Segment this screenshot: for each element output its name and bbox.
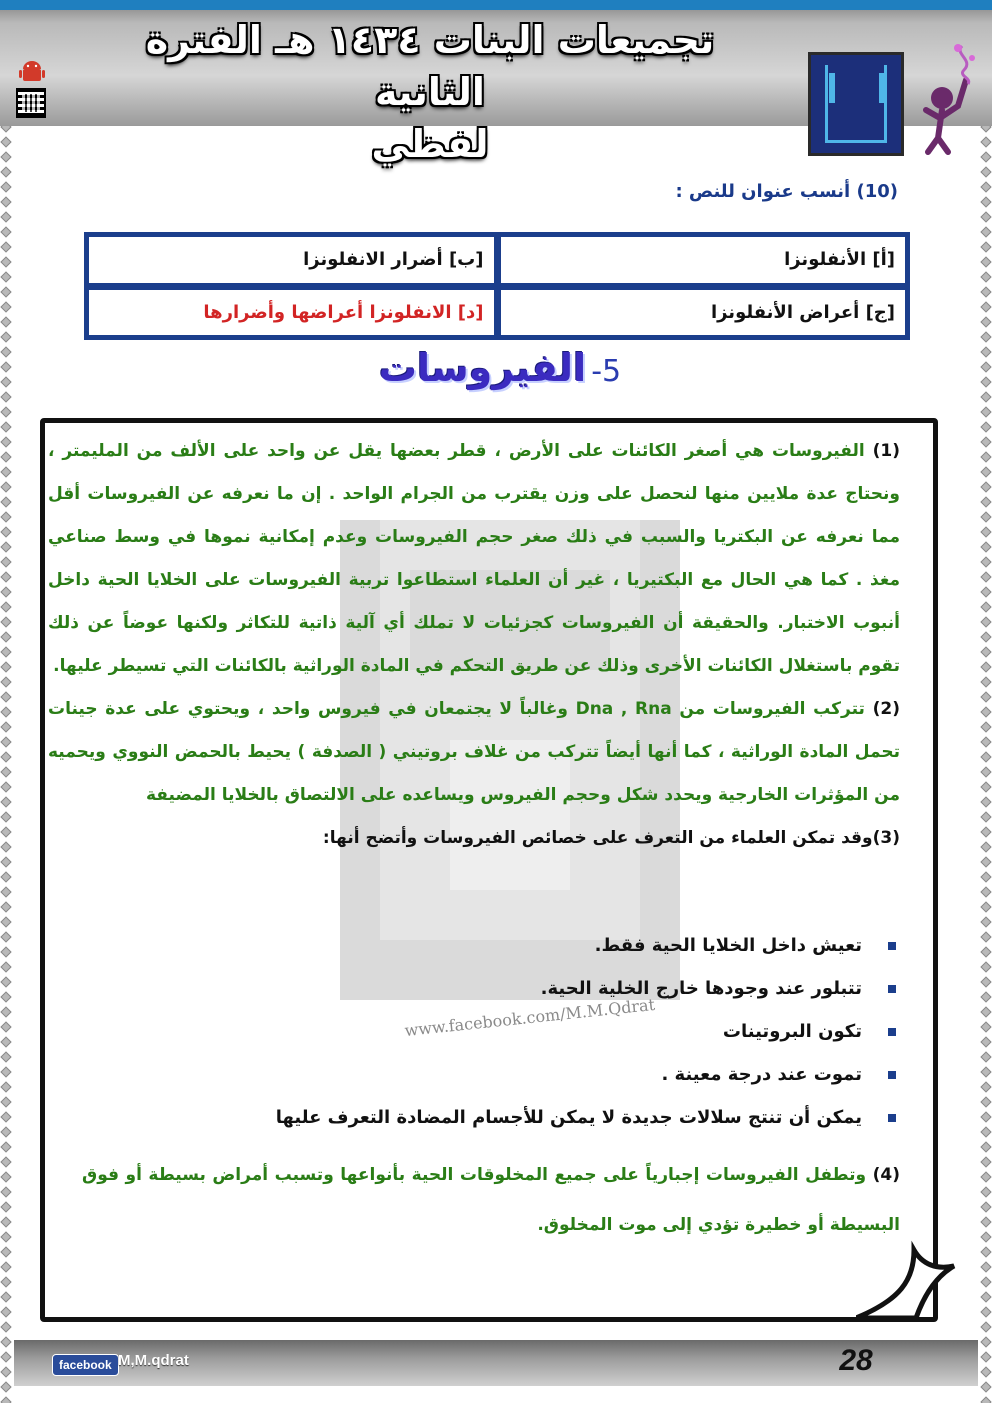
border-diamond [980, 1261, 991, 1272]
border-diamond [980, 646, 991, 657]
border-diamond [0, 1201, 11, 1212]
border-diamond [980, 721, 991, 732]
border-diamond [0, 931, 11, 942]
border-diamond [0, 436, 11, 447]
border-diamond [980, 481, 991, 492]
border-diamond [0, 1276, 11, 1287]
border-diamond [980, 841, 991, 852]
border-diamond [980, 391, 991, 402]
border-diamond [980, 661, 991, 672]
border-diamond [980, 1321, 991, 1332]
paragraph-2-text: تتركب الفيروسات من Dna , Rna وغالباً لا يجتمعان في فيروس واحد ، ويحتوي على عدة جينات تحمل المادة الوراثية ، كما أنها أيضاً تتركب من غلاف بروتيني ( الصدفة ) يحيط بالحمض النووي ويحميه من المؤثرات الخارجية ويحدد شكل وحجم الفيروس ويساعده على الالتصاق بالخلايا المضيفة [48, 699, 900, 805]
border-diamond [0, 1261, 11, 1272]
question-10-prompt: (10) أنسب عنوان للنص : [675, 181, 898, 202]
qudrat-logo [808, 52, 904, 156]
border-diamond [0, 781, 11, 792]
border-diamond [0, 661, 11, 672]
border-diamond [980, 346, 991, 357]
section-title [300, 346, 700, 390]
border-diamond [980, 961, 991, 972]
android-icon [18, 60, 46, 84]
border-diamond [980, 556, 991, 567]
list-item-text: تموت عند درجة معينة . [661, 1064, 862, 1085]
border-diamond [980, 781, 991, 792]
paragraph-2-number: (2) [872, 699, 900, 719]
paragraph-4-number: (4) [872, 1165, 900, 1185]
section-heading: الفيروسات [378, 346, 587, 390]
border-diamond [980, 181, 991, 192]
border-diamond [0, 301, 11, 312]
border-diamond [980, 1141, 991, 1152]
bullet-icon [888, 942, 896, 950]
border-diamond [0, 1171, 11, 1182]
border-diamond [0, 406, 11, 417]
border-diamond [980, 901, 991, 912]
border-diamond [980, 226, 991, 237]
header-title [90, 14, 770, 170]
border-diamond [980, 676, 991, 687]
left-decorative-border [0, 0, 12, 1403]
border-diamond [980, 466, 991, 477]
border-diamond [980, 496, 991, 507]
header-topline [0, 0, 992, 10]
border-diamond [0, 1306, 11, 1317]
border-diamond [0, 586, 11, 597]
border-diamond [0, 616, 11, 627]
border-diamond [0, 1246, 11, 1257]
border-diamond [980, 916, 991, 927]
border-diamond [0, 1036, 11, 1047]
border-diamond [0, 631, 11, 642]
book-icon [829, 73, 885, 103]
border-diamond [980, 706, 991, 717]
border-diamond [980, 376, 991, 387]
border-diamond [0, 721, 11, 732]
border-diamond [980, 976, 991, 987]
border-diamond [0, 811, 11, 822]
paragraph-2 [48, 688, 900, 817]
border-diamond [980, 1201, 991, 1212]
border-diamond [980, 616, 991, 627]
border-diamond [980, 1366, 991, 1377]
border-diamond [0, 1141, 11, 1152]
border-diamond [980, 451, 991, 462]
border-diamond [980, 1036, 991, 1047]
border-diamond [0, 391, 11, 402]
border-diamond [0, 511, 11, 522]
facebook-badge[interactable]: facebook [52, 1354, 119, 1376]
border-diamond [0, 226, 11, 237]
border-diamond [0, 286, 11, 297]
border-diamond [980, 1156, 991, 1167]
border-diamond [980, 1006, 991, 1017]
border-diamond [980, 1396, 991, 1403]
border-diamond [980, 631, 991, 642]
answer-option-d[interactable]: [د] الانفلونزا أعراضها وأضرارها [87, 288, 496, 338]
border-diamond [0, 1336, 11, 1347]
border-diamond [0, 271, 11, 282]
border-diamond [980, 166, 991, 177]
answer-option-a[interactable]: [أ] الأنفلونزا [499, 235, 908, 285]
border-diamond [0, 991, 11, 1002]
border-diamond [980, 421, 991, 432]
border-diamond [0, 901, 11, 912]
paragraph-1-text: الفيروسات هي أصغر الكائنات على الأرض ، قطر بعضها يقل عن واحد على الألف من المليمتر ، ونحتاج عدة ملايين منها لنحصل على وزن يقترب من الجرام الواحد . إن ما نعرفه عن الفيروسات أقل مما نعرفه عن البكتريا والسبب في ذلك صغر حجم الفيروسات وعدم إمكانية نموها في وسط صناعي مغذ . كما هي الحال مع البكتيريا ، غير أن العلماء استطاعوا تربية الفيروسات على الخلايا الحية داخل أنبوب الاختبار. والحقيقة أن الفيروسات كجزئيات لا تملك أي آلية ذاتية للتكاثر ولكنها عوضاً عن ذلك تقوم باستغلال الكائنات الأخرى وذلك عن طريق التحكم في المادة الوراثية بالكائنات التي تسيطر عليها. [48, 441, 900, 676]
list-item [258, 1096, 898, 1139]
border-diamond [0, 451, 11, 462]
border-diamond [980, 1171, 991, 1182]
section-number: 5- [591, 354, 622, 389]
border-diamond [0, 766, 11, 777]
border-diamond [980, 1096, 991, 1107]
right-decorative-border [980, 0, 992, 1403]
border-diamond [0, 211, 11, 222]
border-diamond [980, 1216, 991, 1227]
border-diamond [0, 481, 11, 492]
border-diamond [980, 856, 991, 867]
properties-list [258, 924, 898, 1139]
border-diamond [980, 1291, 991, 1302]
border-diamond [0, 886, 11, 897]
border-diamond [980, 736, 991, 747]
border-diamond [0, 1021, 11, 1032]
border-diamond [980, 301, 991, 312]
border-diamond [0, 331, 11, 342]
border-diamond [980, 991, 991, 1002]
header-title-line2: لفظي [371, 122, 489, 166]
border-diamond [980, 331, 991, 342]
border-diamond [0, 496, 11, 507]
border-diamond [0, 916, 11, 927]
paragraph-1 [48, 430, 900, 688]
border-diamond [980, 1381, 991, 1392]
border-diamond [0, 376, 11, 387]
border-diamond [980, 826, 991, 837]
border-diamond [980, 1111, 991, 1122]
border-diamond [0, 1126, 11, 1137]
border-diamond [980, 871, 991, 882]
border-diamond [980, 1231, 991, 1242]
border-diamond [0, 976, 11, 987]
border-diamond [0, 1081, 11, 1092]
paragraph-4-text: وتطفل الفيروسات إجبارياً على جميع المخلوقات الحية بأنواعها وتسبب أمراض بسيطة أو فوق البسيطة أو خطيرة تؤدي إلى موت المخلوق. [82, 1165, 900, 1235]
paragraph-1-number: (1) [872, 441, 900, 461]
header-title-line1: تجميعات البنات ١٤٣٤ هـ الفترة الثانية [145, 18, 715, 114]
list-item-text: تعيش داخل الخلايا الحية فقط. [594, 935, 862, 956]
border-diamond [0, 1006, 11, 1017]
list-item-text: تتبلور عند وجودها خارج الخلية الحية. [540, 978, 862, 999]
border-diamond [980, 1246, 991, 1257]
bullet-icon [888, 1114, 896, 1122]
border-diamond [980, 1021, 991, 1032]
border-diamond [980, 316, 991, 327]
border-diamond [0, 856, 11, 867]
border-diamond [0, 1156, 11, 1167]
border-diamond [0, 1051, 11, 1062]
border-diamond [0, 541, 11, 552]
list-item [258, 967, 898, 1010]
watermark-url: www.facebook.com/M.M.Qdrat [403, 994, 656, 1041]
border-diamond [980, 196, 991, 207]
paragraph-4 [82, 1150, 900, 1250]
bullet-icon [888, 1071, 896, 1079]
border-diamond [980, 271, 991, 282]
border-diamond [0, 1396, 11, 1403]
border-diamond [0, 1381, 11, 1392]
border-diamond [0, 601, 11, 612]
border-diamond [0, 1111, 11, 1122]
border-diamond [980, 361, 991, 372]
paragraph-3: (3)وقد تمكن العلماء من التعرف على خصائص الفيروسات وأتضح أنها: [322, 828, 900, 848]
border-diamond [980, 946, 991, 957]
border-diamond [0, 241, 11, 252]
border-diamond [0, 1351, 11, 1362]
border-diamond [0, 841, 11, 852]
border-diamond [0, 1366, 11, 1377]
border-diamond [0, 1231, 11, 1242]
border-diamond [980, 286, 991, 297]
border-diamond [0, 751, 11, 762]
border-diamond [980, 511, 991, 522]
border-diamond [0, 646, 11, 657]
border-diamond [0, 946, 11, 957]
border-diamond [980, 256, 991, 267]
border-diamond [0, 826, 11, 837]
border-diamond [980, 1126, 991, 1137]
list-item [258, 1053, 898, 1096]
border-diamond [0, 1291, 11, 1302]
border-diamond [980, 1276, 991, 1287]
border-diamond [0, 961, 11, 972]
border-diamond [0, 256, 11, 267]
border-diamond [980, 241, 991, 252]
border-diamond [980, 526, 991, 537]
border-diamond [980, 601, 991, 612]
border-diamond [0, 361, 11, 372]
border-diamond [0, 736, 11, 747]
border-diamond [980, 541, 991, 552]
border-diamond [980, 586, 991, 597]
border-diamond [0, 691, 11, 702]
border-diamond [980, 406, 991, 417]
qr-code-icon [16, 88, 46, 118]
border-diamond [0, 1066, 11, 1077]
list-item-text: يمكن أن تنتج سلالات جديدة لا يمكن للأجسام المضادة التعرف عليها [275, 1107, 862, 1128]
border-diamond [980, 571, 991, 582]
answer-options-table [84, 232, 910, 340]
list-item [258, 1010, 898, 1053]
bullet-icon [888, 1028, 896, 1036]
border-diamond [0, 556, 11, 567]
answer-option-c[interactable]: [ج] أعراض الأنفلونزا [499, 288, 908, 338]
border-diamond [0, 1096, 11, 1107]
page-number: 28 [839, 1344, 873, 1377]
border-diamond [980, 1351, 991, 1362]
border-diamond [0, 316, 11, 327]
border-diamond [0, 871, 11, 882]
border-diamond [0, 676, 11, 687]
border-diamond [980, 796, 991, 807]
border-diamond [0, 466, 11, 477]
border-diamond [0, 196, 11, 207]
passage-body [48, 430, 900, 860]
list-item-text: تكون البروتينات [722, 1021, 862, 1042]
border-diamond [980, 436, 991, 447]
border-diamond [0, 796, 11, 807]
border-diamond [0, 421, 11, 432]
border-diamond [980, 1186, 991, 1197]
footer-handle: M,M.qdrat [118, 1352, 189, 1369]
border-diamond [0, 1186, 11, 1197]
border-diamond [980, 751, 991, 762]
border-diamond [0, 526, 11, 537]
border-diamond [980, 766, 991, 777]
border-diamond [980, 1066, 991, 1077]
page-header [0, 0, 992, 166]
border-diamond [0, 1321, 11, 1332]
border-diamond [980, 691, 991, 702]
border-diamond [980, 886, 991, 897]
border-diamond [980, 1306, 991, 1317]
mascot-figure-icon [914, 40, 984, 155]
border-diamond [0, 571, 11, 582]
border-diamond [0, 1216, 11, 1227]
list-item [258, 924, 898, 967]
border-diamond [0, 346, 11, 357]
border-diamond [980, 1336, 991, 1347]
border-diamond [980, 1051, 991, 1062]
bullet-icon [888, 985, 896, 993]
border-diamond [980, 931, 991, 942]
border-diamond [0, 181, 11, 192]
border-diamond [980, 1081, 991, 1092]
border-diamond [980, 211, 991, 222]
border-diamond [0, 166, 11, 177]
answer-option-b[interactable]: [ب] أضرار الانفلونزا [87, 235, 496, 285]
border-diamond [980, 811, 991, 822]
border-diamond [0, 706, 11, 717]
